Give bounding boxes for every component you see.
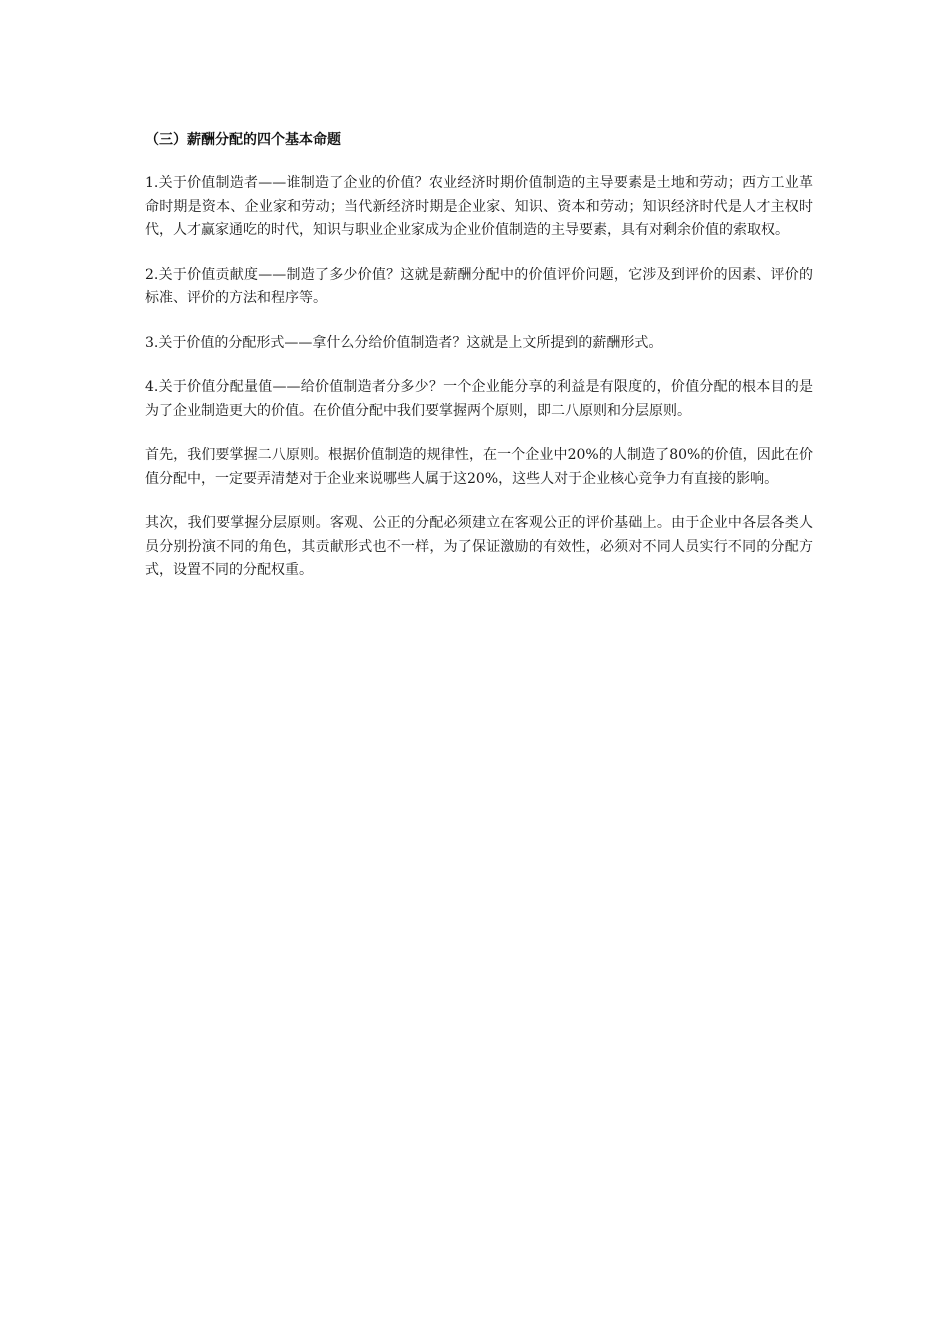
paragraph-distribution-form: 3.关于价值的分配形式——拿什么分给价值制造者？这就是上文所提到的薪酬形式。 bbox=[145, 334, 663, 351]
section-heading: （三）薪酬分配的四个基本命题 bbox=[145, 132, 341, 148]
paragraph-value-creator: 1.关于价值制造者——谁制造了企业的价值？农业经济时期价值制造的主导要素是土地和劳动；西方工业革命时期是资本、企业家和劳动；当代新经济时期是企业家、知识、资本和劳动；知识经济时代是人才主权时代，人才赢家通吃的时代，知识与职业企业家成为企业价值制造的主导要素，具有对剩余价值的索取权。 bbox=[145, 175, 813, 238]
document-body bbox=[145, 128, 813, 604]
paragraph-layering-principle: 其次，我们要掌握分层原则。客观、公正的分配必须建立在客观公正的评价基础上。由于企业中各层各类人员分别扮演不同的角色，其贡献形式也不一样，为了保证激励的有效性，必须对不同人员实行不同的分配方式，设置不同的分配权重。 bbox=[145, 515, 813, 578]
paragraph-distribution-amount: 4.关于价值分配量值——给价值制造者分多少？一个企业能分享的利益是有限度的，价值分配的根本目的是为了企业制造更大的价值。在价值分配中我们要掌握两个原则，即二八原则和分层原则。 bbox=[145, 379, 813, 419]
paragraph-pareto-principle: 首先，我们要掌握二八原则。根据价值制造的规律性，在一个企业中20%的人制造了80%的价值，因此在价值分配中，一定要弄清楚对于企业来说哪些人属于这20%，这些人对于企业核心竞争力有直接的影响。 bbox=[145, 447, 813, 487]
paragraph-value-contribution: 2.关于价值贡献度——制造了多少价值？这就是薪酬分配中的价值评价问题，它涉及到评价的因素、评价的标准、评价的方法和程序等。 bbox=[145, 266, 813, 306]
